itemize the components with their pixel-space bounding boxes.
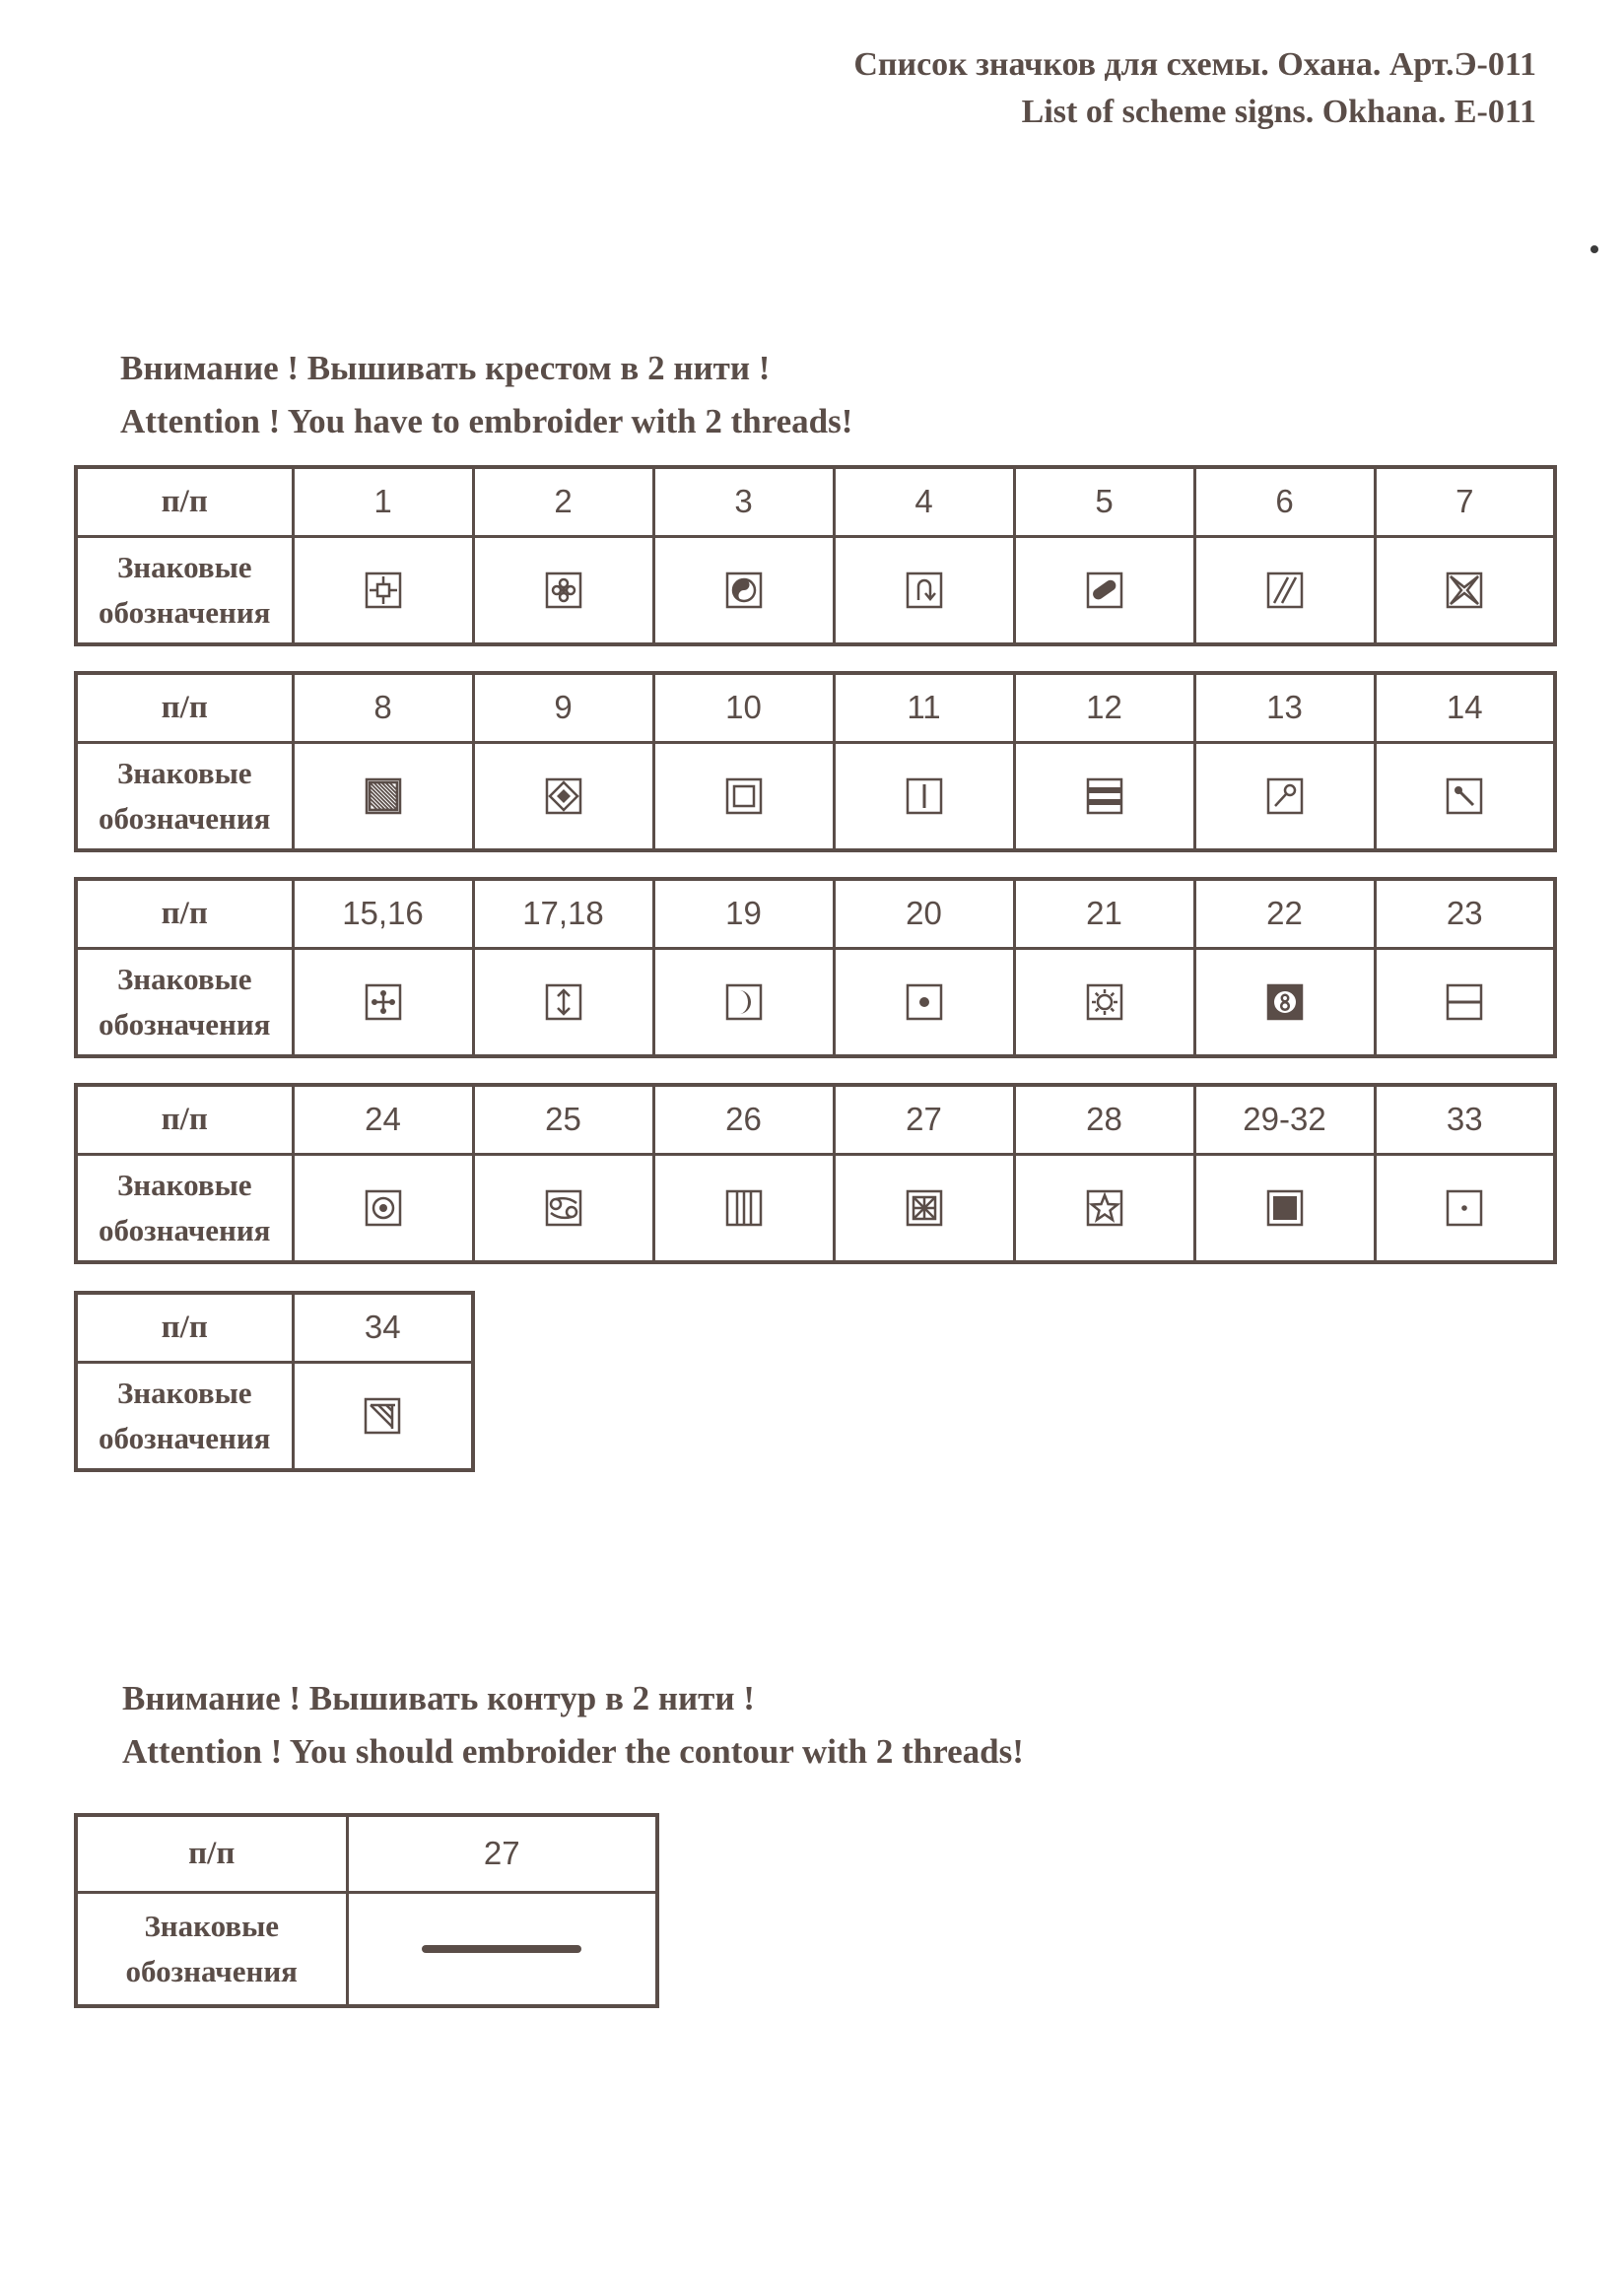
hatched-square-icon	[293, 742, 473, 850]
row-label-symbols-line2: обозначения	[99, 1006, 271, 1042]
target-icon	[293, 1154, 473, 1262]
symbol-number: 3	[653, 467, 834, 536]
notice-contour-en: Attention ! You should embroider the contour with 2 threads!	[122, 1732, 1024, 1771]
sun-icon	[1014, 948, 1194, 1056]
up-down-arrow-icon	[473, 948, 653, 1056]
symbol-number: 1	[293, 467, 473, 536]
row-label-symbols-line2: обозначения	[99, 594, 271, 630]
row-label-symbols-line1: Знаковые	[116, 549, 252, 584]
cancer-sign-icon	[473, 1154, 653, 1262]
row-label-symbols-line1: Знаковые	[116, 1375, 252, 1410]
symbol-number: 5	[1014, 467, 1194, 536]
star-icon	[1014, 1154, 1194, 1262]
filled-square-icon	[1194, 1154, 1375, 1262]
symbol-number: 14	[1375, 673, 1555, 742]
symbol-table-3	[74, 877, 1557, 1058]
symbol-number: 12	[1014, 673, 1194, 742]
symbol-number: 21	[1014, 879, 1194, 948]
notice-cross-en: Attention ! You have to embroider with 2 threads!	[120, 402, 853, 440]
symbol-number: 24	[293, 1085, 473, 1154]
symbol-number: 26	[653, 1085, 834, 1154]
flower-icon	[473, 536, 653, 644]
row-label-symbols	[76, 1362, 293, 1470]
symbol-number: 20	[834, 879, 1014, 948]
contour-table	[74, 1813, 659, 2008]
row-label-symbols-line2: обозначения	[99, 1212, 271, 1247]
row-label-number: п/п	[76, 1085, 293, 1154]
notice-contour-ru: Внимание ! Вышивать контур в 2 нити !	[122, 1679, 755, 1717]
symbol-number: 9	[473, 673, 653, 742]
symbol-number: 2	[473, 467, 653, 536]
symbol-number: 7	[1375, 467, 1555, 536]
symbol-number: 34	[293, 1293, 473, 1362]
symbol-number: 10	[653, 673, 834, 742]
header-title-en: List of scheme signs. Okhana. E-011	[1021, 94, 1536, 130]
pill-icon	[1014, 536, 1194, 644]
symbol-number: 33	[1375, 1085, 1555, 1154]
symbol-number: 15,16	[293, 879, 473, 948]
square-cross-icon	[293, 536, 473, 644]
row-label-symbols	[76, 536, 293, 644]
corner-lines-icon	[293, 1362, 473, 1470]
symbol-number: 25	[473, 1085, 653, 1154]
u-turn-arrow-icon	[834, 536, 1014, 644]
row-label-number: п/п	[76, 673, 293, 742]
row-label-symbols	[76, 742, 293, 850]
symbol-number: 6	[1194, 467, 1375, 536]
diamond-icon	[473, 742, 653, 850]
row-label-number: п/п	[76, 1293, 293, 1362]
symbol-number: 11	[834, 673, 1014, 742]
symbol-number: 8	[293, 673, 473, 742]
row-label-symbols-line2: обозначения	[125, 1953, 298, 1988]
pin-icon	[1194, 742, 1375, 850]
symbol-number: 23	[1375, 879, 1555, 948]
double-slash-icon	[1194, 536, 1375, 644]
symbol-number: 13	[1194, 673, 1375, 742]
symbol-number: 27	[834, 1085, 1014, 1154]
row-label-symbols-line1: Знаковые	[116, 1167, 252, 1202]
symbol-number: 19	[653, 879, 834, 948]
row-label-symbols-line1: Знаковые	[144, 1908, 280, 1943]
contour-number: 27	[347, 1815, 657, 1892]
row-label-symbols-line1: Знаковые	[116, 961, 252, 996]
row-label-symbols-line2: обозначения	[99, 800, 271, 836]
header-title-ru: Список значков для схемы. Охана. Арт.Э-011	[853, 46, 1536, 83]
row-label-symbols	[76, 1154, 293, 1262]
contour-line-icon	[347, 1892, 657, 2006]
inner-square-icon	[653, 742, 834, 850]
row-label-symbols-line2: обозначения	[99, 1420, 271, 1455]
x-star-icon	[1375, 536, 1555, 644]
symbol-table-1	[74, 465, 1557, 646]
symbol-table-4	[74, 1083, 1557, 1264]
row-label-symbols-line1: Знаковые	[116, 755, 252, 790]
horizontal-bars-icon	[1014, 742, 1194, 850]
snowflake-icon	[834, 1154, 1014, 1262]
horizontal-line-icon	[1375, 948, 1555, 1056]
row-label-symbols	[76, 948, 293, 1056]
row-label-number: п/п	[76, 879, 293, 948]
row-label-symbols	[76, 1892, 347, 2006]
row-label-number: п/п	[76, 467, 293, 536]
wand-icon	[1375, 742, 1555, 850]
crescent-moon-icon	[653, 948, 834, 1056]
eight-ball-icon	[1194, 948, 1375, 1056]
symbol-number: 29-32	[1194, 1085, 1375, 1154]
notice-cross-ru: Внимание ! Вышивать крестом в 2 нити !	[120, 349, 771, 387]
four-dots-cross-icon	[293, 948, 473, 1056]
notice-contour	[122, 1672, 1024, 1779]
symbol-number: 4	[834, 467, 1014, 536]
vertical-bar-icon	[834, 742, 1014, 850]
small-dot-icon	[1375, 1154, 1555, 1262]
yin-yang-icon	[653, 536, 834, 644]
three-bars-icon	[653, 1154, 834, 1262]
symbol-number: 28	[1014, 1085, 1194, 1154]
symbol-table-2	[74, 671, 1557, 852]
symbol-table-5	[74, 1291, 475, 1472]
center-dot-icon	[834, 948, 1014, 1056]
document-header	[853, 41, 1536, 136]
symbol-number: 17,18	[473, 879, 653, 948]
symbol-number: 22	[1194, 879, 1375, 948]
notice-cross-stitch	[120, 342, 852, 448]
row-label-number: п/п	[76, 1815, 347, 1892]
